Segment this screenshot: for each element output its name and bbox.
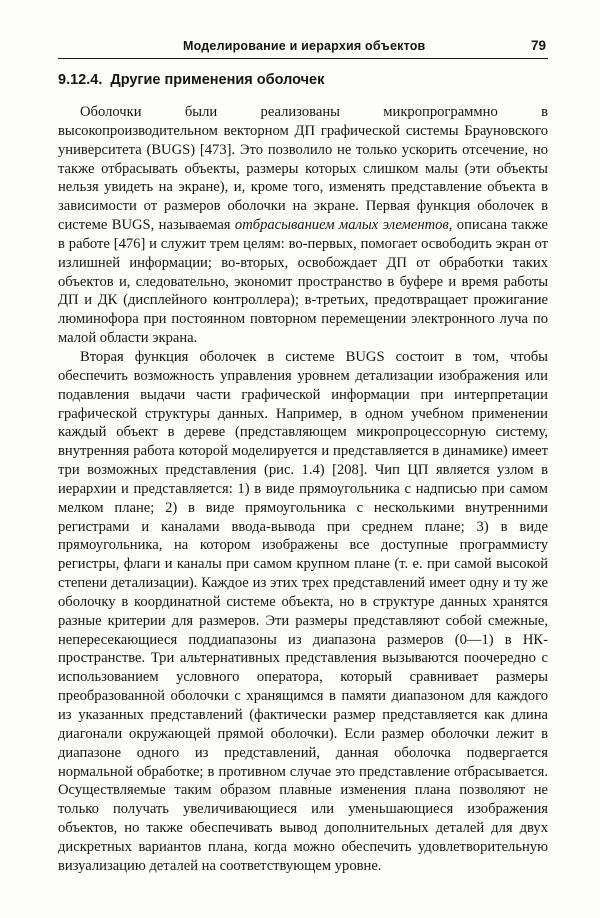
paragraph-1 <box>58 103 548 348</box>
section-heading <box>58 72 548 88</box>
paragraph-1-text-after: , описана также в работе [476] и служит трем целям: во-первых, помогает освободить экран от излишней информации; во-вторых, освобождает ДП от обработки таких объектов и, следовательно, экономит пространство в буфере и время работы ДП и ДК (дисплейного контроллера); в-третьих, предотвращает прожигание люминофора при постоянном повторном перемещении электронного луча по малой области экрана. <box>58 217 548 347</box>
italic-term: отбрасыванием малых элементов <box>234 217 449 234</box>
page-number: 79 <box>530 38 546 53</box>
body-text <box>58 103 548 876</box>
running-header <box>58 38 548 59</box>
paragraph-2: Вторая функция оболочек в системе BUGS состоит в том, чтобы обеспечить возможность управления уровнем детализации изображения или подавления выдачи части графической информации при интерпретации графической структуры данных. Например, в одном учебном применении каждый объект в дереве (представляющем микропроцессорную систему, внутренняя работа которой моделируется и представляется в динамике) имеет три возможных представления (рис. 1.4) [208]. Чип ЦП является узлом в иерархии и представляется: 1) в виде прямоугольника с надписью при самом мелком плане; 2) в виде прямоугольника с несколькими внутренними регистрами и каналами ввода-вывода при среднем плане; 3) в виде прямоугольника, на котором изображены все доступные программисту регистры, флаги и каналы при самом крупном плане (т. е. при самой высокой степени детализации). Каждое из этих трех представлений имеет одну и ту же оболочку в координатной системе объекта, но в структуре данных хранятся разные критерии для размеров. Эти размеры представляют собой смежные, непересекающиеся поддиапазоны из диапазона размеров (0—1) в НК-пространстве. Три альтернативных представления вызываются поочередно с использованием условного оператора, который сравнивает размеры преобразованной оболочки с хранящимся в памяти диапазоном для каждого из указанных представлений (фактически размер представляется как длина диагонали окружающей прямой оболочки). Если размер оболочки лежит в диапазоне одного из представлений, данная оболочка подвергается нормальной обработке; в противном случае это представление отбрасывается. Осуществляемые таким образом плавные изменения плана позволяют не только получать увеличивающиеся или уменьшающиеся изображения объектов, но также обеспечивать вывод дополнительных деталей для двух дискретных вариантов плана, когда можно обеспечить удовлетворительную визуализацию деталей на соответствующем уровне. <box>58 348 548 874</box>
running-title: Моделирование и иерархия объектов <box>183 39 426 53</box>
section-number: 9.12.4. <box>58 72 103 88</box>
paragraph-1-text-before: Оболочки были реализованы микропрограммно в высокопроизводительном векторном ДП графической системы Брауновского университета (BUGS) [473]. Это позволило не только ускорить отсечение, но также отбрасывать объекты, размеры которых слишком малы (эти объекты нельзя увидеть на экране), и, кроме того, изменять представление объекта в зависимости от размеров оболочки на экране. Первая функция оболочек в системе BUGS, называемая <box>58 104 548 234</box>
section-title: Другие применения оболочек <box>110 72 325 88</box>
